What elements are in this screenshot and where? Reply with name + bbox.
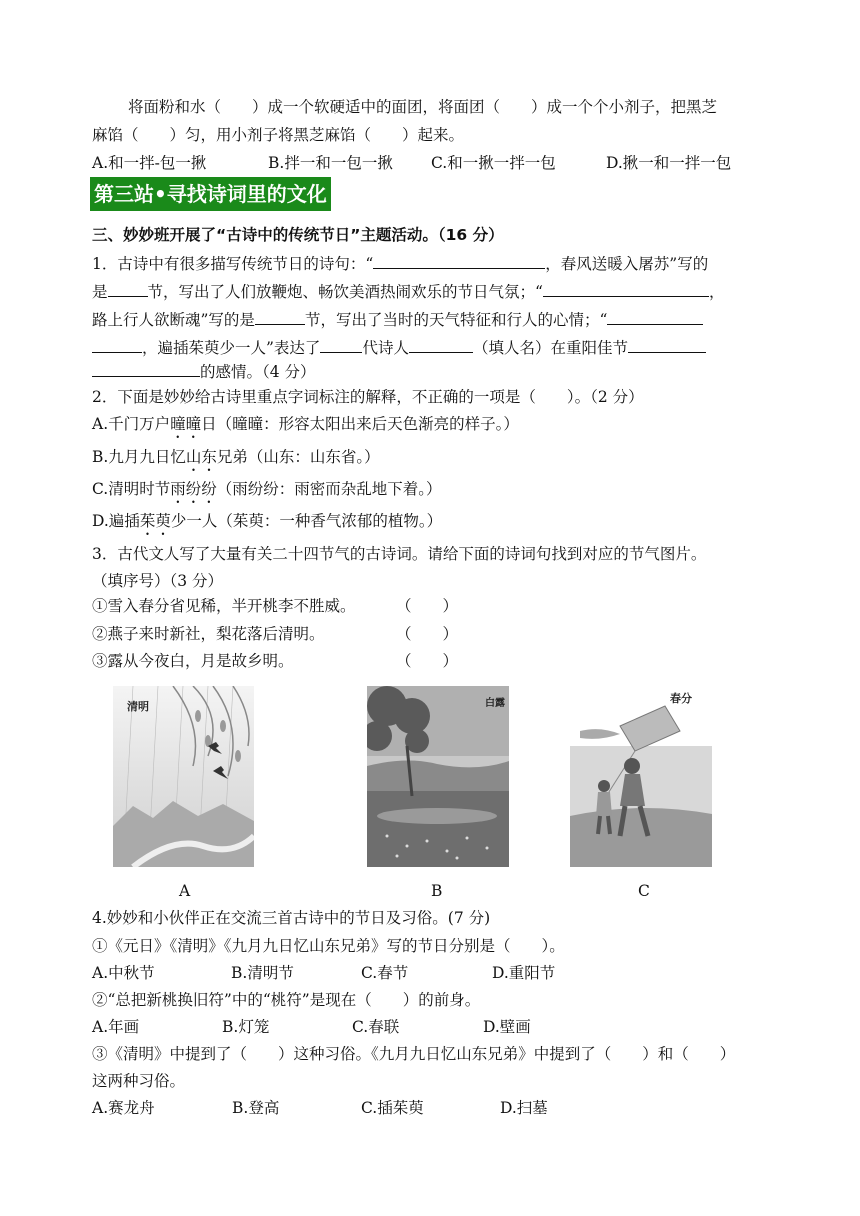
- section-title: 三、妙妙班开展了“古诗中的传统节日”主题活动。（16 分）: [92, 226, 504, 244]
- q2-stem: 2．下面是妙妙给古诗里重点字词标注的解释，不正确的一项是（ ）。（2 分）: [92, 388, 644, 406]
- q2-option-c: [92, 479, 442, 507]
- q1-line-4: [92, 336, 706, 358]
- intro-line-2: 麻馅（ ）匀，用小剂子将黑芝麻馅（ ）起来。: [92, 126, 465, 144]
- q4-stem: 4.妙妙和小伙伴正在交流三首古诗中的节日及习俗。(7 分): [92, 909, 491, 927]
- answer-blank[interactable]: [92, 360, 200, 377]
- option-text: C.清明时节: [92, 480, 171, 498]
- option-text: B.九月九日忆: [92, 448, 186, 466]
- caption-a: A: [179, 882, 191, 900]
- intro-option-d: D.揪一和一拌一包: [606, 154, 732, 172]
- q4-s3-option-a: A.赛龙舟: [92, 1099, 155, 1117]
- q1-line-3: [92, 308, 703, 330]
- option-text: A.千门万户: [92, 415, 171, 433]
- q1-line-5: [92, 360, 316, 382]
- intro-option-c: C.和一揪一拌一包: [431, 154, 556, 172]
- q4-s3-option-d: D.扫墓: [500, 1099, 548, 1117]
- q3-item-2: ②燕子来时新社，梨花落后清明。: [92, 625, 325, 643]
- q4-s1-option-b: B.清明节: [231, 964, 294, 982]
- q1-text: 的感情。（4 分）: [200, 363, 316, 381]
- q1-text: （填人名）在重阳佳节: [472, 339, 628, 357]
- q1-text: ，春风送暖入屠苏”写的: [545, 255, 709, 273]
- q4-sub-3-line-1: ③《清明》中提到了（ ）这种习俗。《九月九日忆山东兄弟》中提到了（ ）和（ ）: [92, 1045, 736, 1063]
- q3-item-2-blank[interactable]: （ ）: [396, 625, 459, 643]
- station-banner: 第三站•寻找诗词里的文化: [90, 177, 331, 211]
- q4-sub-2: ②“总把新桃换旧符”中的“桃符”是现在（ ）的前身。: [92, 991, 481, 1009]
- q4-s2-option-d: D.壁画: [483, 1018, 531, 1036]
- q2-option-d: [92, 511, 442, 539]
- intro-option-b: B.拌一和一包一揪: [268, 154, 393, 172]
- q1-text: ，: [708, 283, 725, 301]
- q4-s2-option-c: C.春联: [352, 1018, 400, 1036]
- answer-blank[interactable]: [409, 336, 473, 353]
- q1-text: 1．古诗中有很多描写传统节日的诗句：“: [92, 255, 374, 273]
- caption-c: C: [638, 882, 650, 900]
- q3-item-1-blank[interactable]: （ ）: [396, 597, 459, 615]
- chunfen-label: 春分: [670, 692, 692, 705]
- q4-s1-option-a: A.中秋节: [92, 964, 155, 982]
- answer-blank[interactable]: [92, 336, 142, 353]
- answer-blank[interactable]: [628, 336, 706, 353]
- option-text: 少一人（茱萸：一种香气浓郁的植物。）: [170, 512, 443, 530]
- q2-option-a: [92, 414, 519, 442]
- q4-s3-option-c: C.插茱萸: [361, 1099, 424, 1117]
- q3-item-1: ①雪入春分省见稀，半开桃李不胜威。: [92, 597, 356, 615]
- chunfen-picture: [570, 686, 712, 867]
- q4-s2-option-b: B.灯笼: [222, 1018, 270, 1036]
- q4-s2-option-a: A.年画: [92, 1018, 140, 1036]
- emphasized-word: 山东: [185, 448, 217, 466]
- q1-line-1: [92, 252, 708, 274]
- q1-text: 代诗人: [362, 339, 409, 357]
- answer-blank[interactable]: [108, 280, 148, 297]
- option-text: D.遍插: [92, 512, 140, 530]
- q4-s3-option-b: B.登高: [232, 1099, 280, 1117]
- q4-s1-option-d: D.重阳节: [492, 964, 556, 982]
- q1-text: ，遍插茱萸少一人”表达了: [142, 339, 321, 357]
- answer-blank[interactable]: [255, 308, 305, 325]
- q4-sub-1: ①《元日》《清明》《九月九日忆山东兄弟》写的节日分别是（ ）。: [92, 937, 565, 955]
- emphasized-word: 雨纷纷: [170, 480, 217, 498]
- answer-blank[interactable]: [373, 252, 545, 269]
- emphasized-word: 茱萸: [139, 512, 171, 530]
- intro-option-a: A.和一拌-包一揪: [92, 154, 207, 172]
- qingming-label: 清明: [127, 700, 149, 713]
- option-text: 日（曈曈：形容太阳出来后天色渐亮的样子。）: [201, 415, 519, 433]
- q3-item-3: ③露从今夜白，月是故乡明。: [92, 652, 294, 670]
- option-text: 兄弟（山东：山东省。）: [216, 448, 380, 466]
- q3-item-3-blank[interactable]: （ ）: [396, 652, 459, 670]
- q4-sub-3-line-2: 这两种习俗。: [92, 1072, 186, 1090]
- q2-option-b: [92, 447, 380, 475]
- bailu-picture: [367, 686, 509, 867]
- emphasized-word: 曈曈: [170, 415, 202, 433]
- q1-text: 节，写出了人们放鞭炮、畅饮美酒热闹欢乐的节日气氛；“: [147, 283, 543, 301]
- option-text: （雨纷纷：雨密而杂乱地下着。）: [216, 480, 442, 498]
- qingming-picture: [113, 686, 254, 867]
- intro-line-1: 将面粉和水（ ）成一个软硬适中的面团，将面团（ ）成一个个小剂子，把黑芝: [128, 98, 718, 116]
- q4-s1-option-c: C.春节: [361, 964, 409, 982]
- answer-blank[interactable]: [320, 336, 362, 353]
- answer-blank[interactable]: [543, 280, 709, 297]
- q3-stem-1: 3．古代文人写了大量有关二十四节气的古诗词。请给下面的诗词句找到对应的节气图片。: [92, 545, 707, 563]
- caption-b: B: [431, 882, 443, 900]
- q1-text: 是: [92, 283, 108, 301]
- answer-blank[interactable]: [607, 308, 703, 325]
- q3-stem-2: （填序号）（3 分）: [92, 572, 224, 590]
- q1-text: 节，写出了当时的天气特征和行人的心情；“: [304, 311, 608, 329]
- q1-line-2: [92, 280, 724, 302]
- q1-text: 路上行人欲断魂”写的是: [92, 311, 255, 329]
- bailu-label: 白露: [485, 698, 505, 709]
